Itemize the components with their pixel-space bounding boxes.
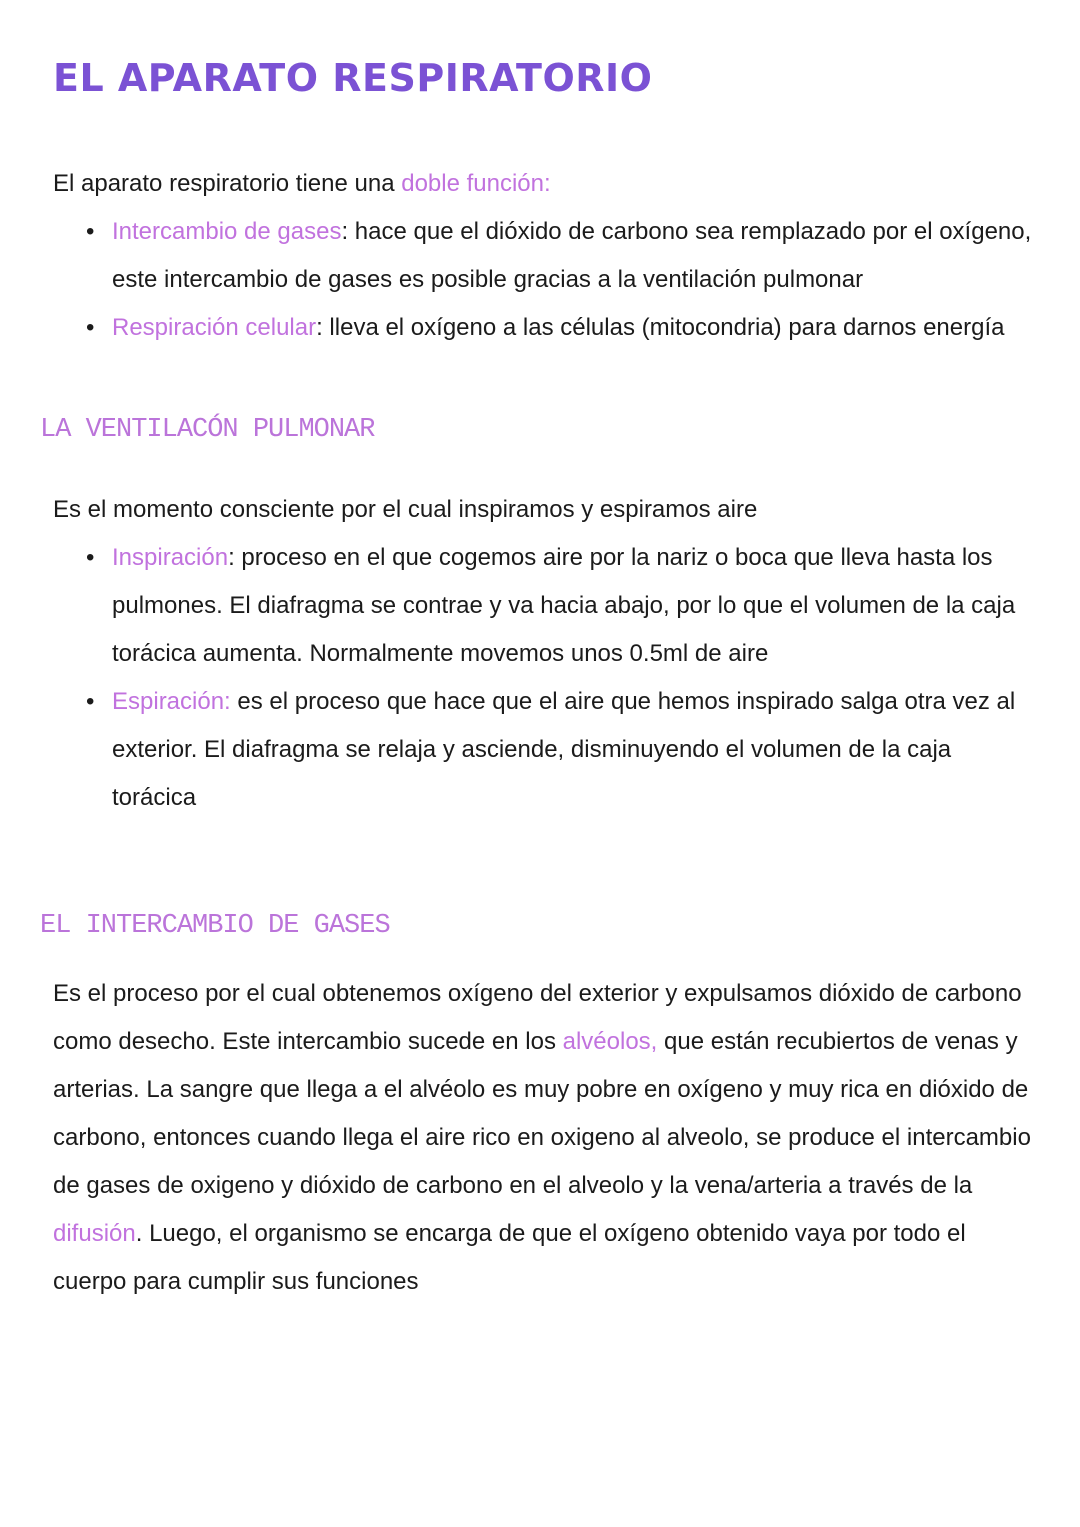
- ventilacion-intro: Es el momento consciente por el cual inspiramos y espiramos aire: [53, 495, 758, 523]
- intro-paragraph: [53, 160, 1038, 208]
- bullet-icon: •: [86, 313, 95, 341]
- colon: :: [341, 217, 349, 245]
- section-heading-intercambio: EL INTERCAMBIO DE GASES: [40, 910, 390, 941]
- spacer: [53, 446, 1038, 486]
- page-title: EL APARATO RESPIRATORIO: [53, 56, 653, 100]
- colon: :: [316, 313, 323, 341]
- list-item: [53, 208, 1038, 304]
- bullet-icon: •: [86, 217, 95, 245]
- term-espiracion: Espiración:: [112, 687, 231, 715]
- spacer: [53, 352, 1038, 414]
- intro-text: El aparato respiratorio tiene una: [53, 169, 402, 197]
- term-doble-funcion: doble función:: [401, 169, 551, 197]
- list-item: [53, 534, 1038, 678]
- bullet-text: [112, 678, 1038, 822]
- intercambio-paragraph: [53, 970, 1038, 1306]
- colon: :: [228, 543, 235, 571]
- spacer: [53, 942, 1038, 970]
- spacer: [53, 822, 1038, 910]
- bullet-text: [112, 534, 1038, 678]
- bullet-rest: hace que el dióxido de carbono sea remplazado por el oxígeno, este intercambio de gases es posible gracias a la ventilación pulmonar: [112, 217, 1032, 293]
- bullet-rest: proceso en el que cogemos aire por la nariz o boca que lleva hasta los pulmones. El diafragma se contrae y va hacia abajo, por lo que el volumen de la caja torácica aumenta. Normalmente movemos unos 0.5ml de aire: [112, 543, 1016, 667]
- term-intercambio-de-gases: Intercambio de gases: [112, 217, 342, 245]
- bullet-icon: •: [86, 543, 95, 571]
- bullet-text: [112, 304, 1038, 352]
- list-item: [53, 304, 1038, 352]
- paragraph-run: Es el proceso por el cual obtenemos oxígeno del exterior y expulsamos dióxido de carbono como desecho. Este intercambio sucede en los: [53, 980, 1022, 1056]
- list-item: [53, 678, 1038, 822]
- paragraph-run: que están recubiertos de venas y arterias. La sangre que llega a el alvéolo es muy pobre en oxígeno y muy rica en dióxido de carbono, entonces cuando llega el aire rico en oxigeno al alveolo, se produce el intercambio de gases de oxigeno y dióxido de carbono en el alveolo y la vena/arteria a través de la: [53, 1028, 1031, 1200]
- term-inspiracion: Inspiración: [112, 543, 229, 571]
- bullet-text: [112, 208, 1038, 304]
- bullet-rest: es el proceso que hace que el aire que hemos inspirado salga otra vez al exterior. El diafragma se relaja y asciende, disminuyendo el volumen de la caja torácica: [112, 687, 1016, 811]
- term-alveolos: alvéolos,: [562, 1028, 658, 1056]
- section-heading-ventilacion: LA VENTILACÓN PULMONAR: [40, 414, 375, 445]
- paragraph-run: . Luego, el organismo se encarga de que el oxígeno obtenido vaya por todo el cuerpo para cumplir sus funciones: [53, 1220, 966, 1296]
- term-difusion: difusión: [53, 1220, 136, 1248]
- bullet-rest: lleva el oxígeno a las células (mitocondria) para darnos energía: [322, 313, 1005, 341]
- ventilacion-bullet-list: [53, 534, 1038, 822]
- bullet-icon: •: [86, 687, 95, 715]
- intro-bullet-list: [53, 208, 1038, 352]
- term-respiracion-celular: Respiración celular: [112, 313, 317, 341]
